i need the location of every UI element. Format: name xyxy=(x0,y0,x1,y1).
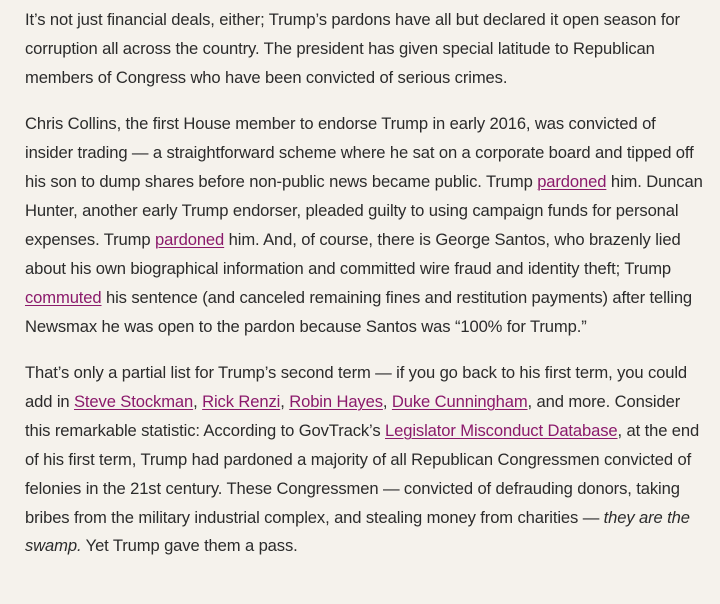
paragraph-3-text-4: Yet Trump gave them a pass. xyxy=(81,536,298,556)
link-rick-renzi[interactable]: Rick Renzi xyxy=(202,391,281,411)
link-steve-stockman[interactable]: Steve Stockman xyxy=(73,391,194,411)
link-duke-cunningham[interactable]: Duke Cunningham xyxy=(391,391,528,411)
separator-comma: , xyxy=(193,391,203,411)
link-pardoned-hunter[interactable]: pardoned xyxy=(154,229,225,249)
paragraph-2-text-3: him. And, of course, there is George Santos, who brazenly lied about his own biographical information and committed wire fraud and identity theft; Trump xyxy=(25,229,681,278)
paragraph-2-text-4: his sentence (and canceled remaining fines and restitution payments) after telling Newsmax he was open to the pardon because Santos was “100% for Trump.” xyxy=(25,287,693,336)
paragraph-1 xyxy=(25,6,707,93)
paragraph-3-text-3: , at the end of his first term, Trump had pardoned a majority of all Republican Congressmen convicted of felonies in the 21st century. These Congressmen — convicted of defrauding donors, taking bribes from the military industrial complex, and stealing money from charities — xyxy=(25,420,700,527)
paragraph-3-text-2: , and more. Consider this remarkable statistic: According to GovTrack’s xyxy=(25,391,681,440)
article-body xyxy=(25,6,707,579)
separator-comma: , xyxy=(280,391,290,411)
link-commuted-santos[interactable]: commuted xyxy=(25,287,102,307)
paragraph-3 xyxy=(25,359,707,561)
separator-comma: , xyxy=(382,391,392,411)
link-robin-hayes[interactable]: Robin Hayes xyxy=(289,391,383,411)
paragraph-3-text-1: That’s only a partial list for Trump’s second term — if you go back to his first term, you could add in xyxy=(25,362,688,411)
paragraph-2 xyxy=(25,110,707,341)
paragraph-2-text-2: him. Duncan Hunter, another early Trump endorser, pleaded guilty to using campaign funds for personal expenses. Trump xyxy=(25,172,703,249)
paragraph-1-text: It’s not just financial deals, either; Trump’s pardons have all but declared it open season for corruption all across the country. The president has given special latitude to Republican members of Congress who have been convicted of serious crimes. xyxy=(25,10,680,87)
link-legislator-misconduct-database[interactable]: Legislator Misconduct Database xyxy=(385,420,618,440)
paragraph-2-text-1: Chris Collins, the first House member to endorse Trump in early 2016, was convicted of insider trading — a straightforward scheme where he sat on a corporate board and tipped off his son to dump shares before non-public news became public. Trump xyxy=(25,114,694,192)
link-pardoned-collins[interactable]: pardoned xyxy=(537,172,607,192)
emphasis-swamp: they are the swamp. xyxy=(25,507,690,556)
